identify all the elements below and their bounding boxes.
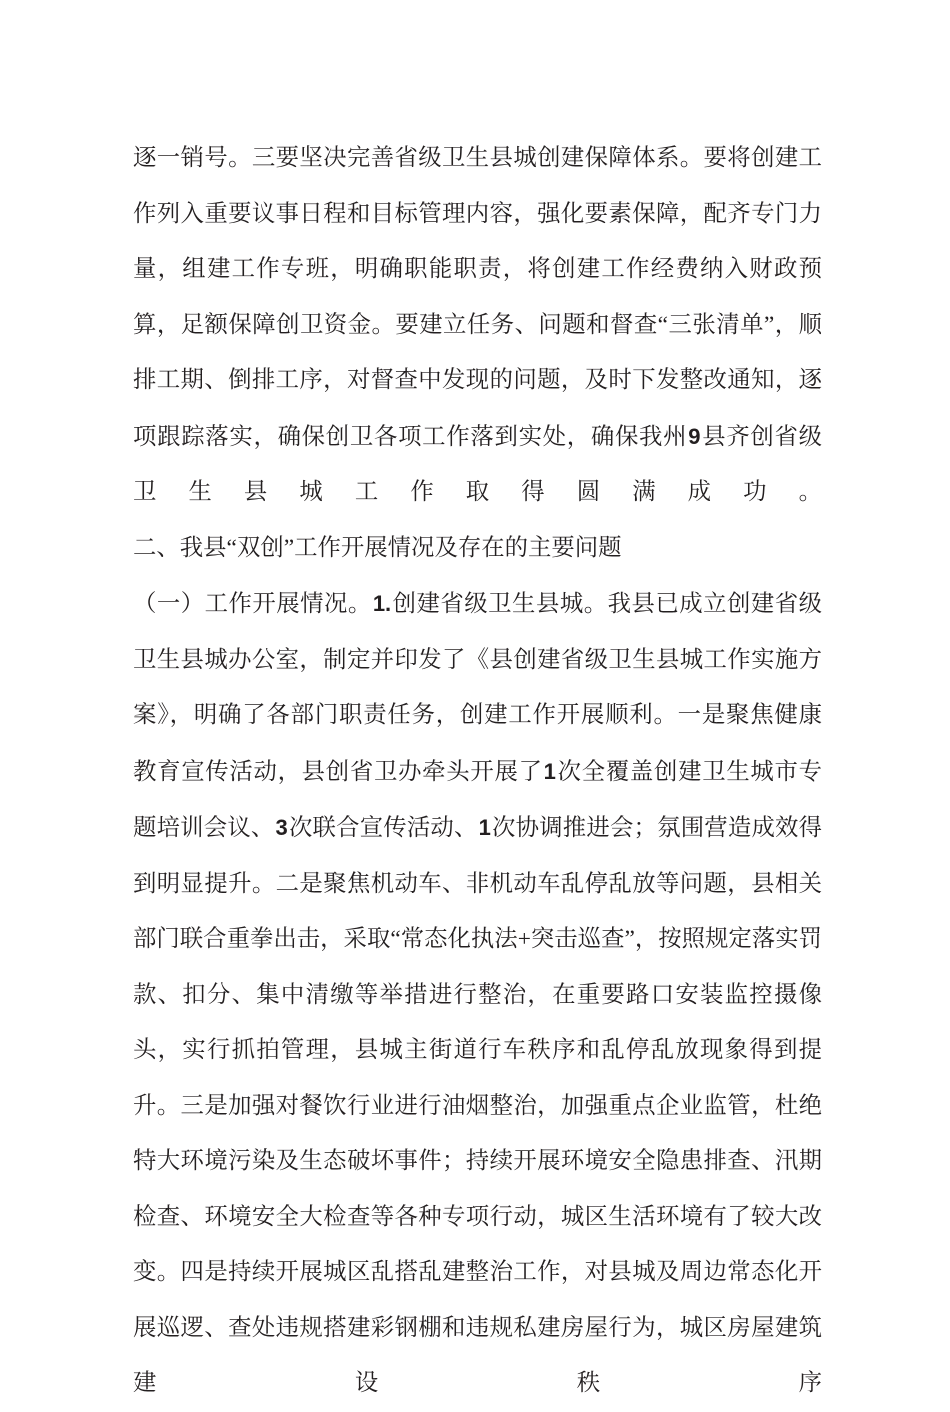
inline-text-run: 逐一销号。三要坚决完善省级卫生县城创建保障体系。要将创建工作列入重要议事日程和目标管理内容，强化要素保障，配齐专门力量，组建工作专班，明确职能职责，将创建工作经费纳入财政预算，足额保障创卫资金。要建立任务、问题和督查“三张清单”，顺排工期、倒排工序，对督查中发现的问题，及时下发整改通知，逐项跟踪落实，确保创卫各项工作落到实处，确保我州: [133, 145, 822, 450]
inline-numeral: 1: [543, 758, 556, 784]
inline-numeral: 3: [275, 815, 288, 840]
inline-text-run: 二、我县“双创”工作开展情况及存在的主要问题: [133, 534, 622, 561]
inline-numeral: 9: [688, 423, 701, 449]
inline-text-run: 次全覆盖创建卫生城市专题培训会议、: [133, 758, 823, 841]
inline-text-run: 县齐创省级卫生县城工作取得圆满成功。: [133, 423, 823, 505]
paragraph-1: [133, 131, 822, 521]
inline-text-run: 次协调推进会；氛围营造成效得到明显提升。二是聚焦机动车、非机动车乱停乱放等问题，县相关部门联合重拳出击，采取“常态化执法+突击巡查”，按照规定落实罚款、扣分、集中清缴等举措进行整治，在重要路口安装监控摄像头，实行抓拍管理，县城主街道行车秩序和乱停乱放现象得到提升。三是加强对餐饮行业进行油烟整治，加强重点企业监管，杜绝特大环境污染及生态破坏事件；持续开展环境安全隐患排查、汛期检查、环境安全大检查等各种专项行动，城区生活环境有了较大改变。四是持续开展城区乱搭乱建整治工作，对县城及周边常态化开展巡逻、查处违规搭建彩钢棚和违规私建房屋行为，城区房屋建筑建设秩序: [133, 815, 823, 1396]
document-text-body: [133, 131, 822, 1412]
inline-text-run: （一）工作开展情况。: [133, 591, 372, 617]
paragraph-3: [133, 576, 822, 1412]
inline-numeral: 1: [478, 815, 491, 840]
inline-text-run: 创建省级卫生县城。我县已成立创建省级卫生县城办公室，制定并印发了《县创建省级卫生县城工作实施方案》，明确了各部门职责任务，创建工作开展顺利。一是聚焦健康教育宣传活动，县创省卫办牵头开展了: [133, 591, 823, 785]
section-heading-two: [133, 521, 822, 577]
inline-text-run: 次联合宣传活动、: [288, 815, 478, 841]
inline-numeral: 1.: [372, 591, 392, 616]
